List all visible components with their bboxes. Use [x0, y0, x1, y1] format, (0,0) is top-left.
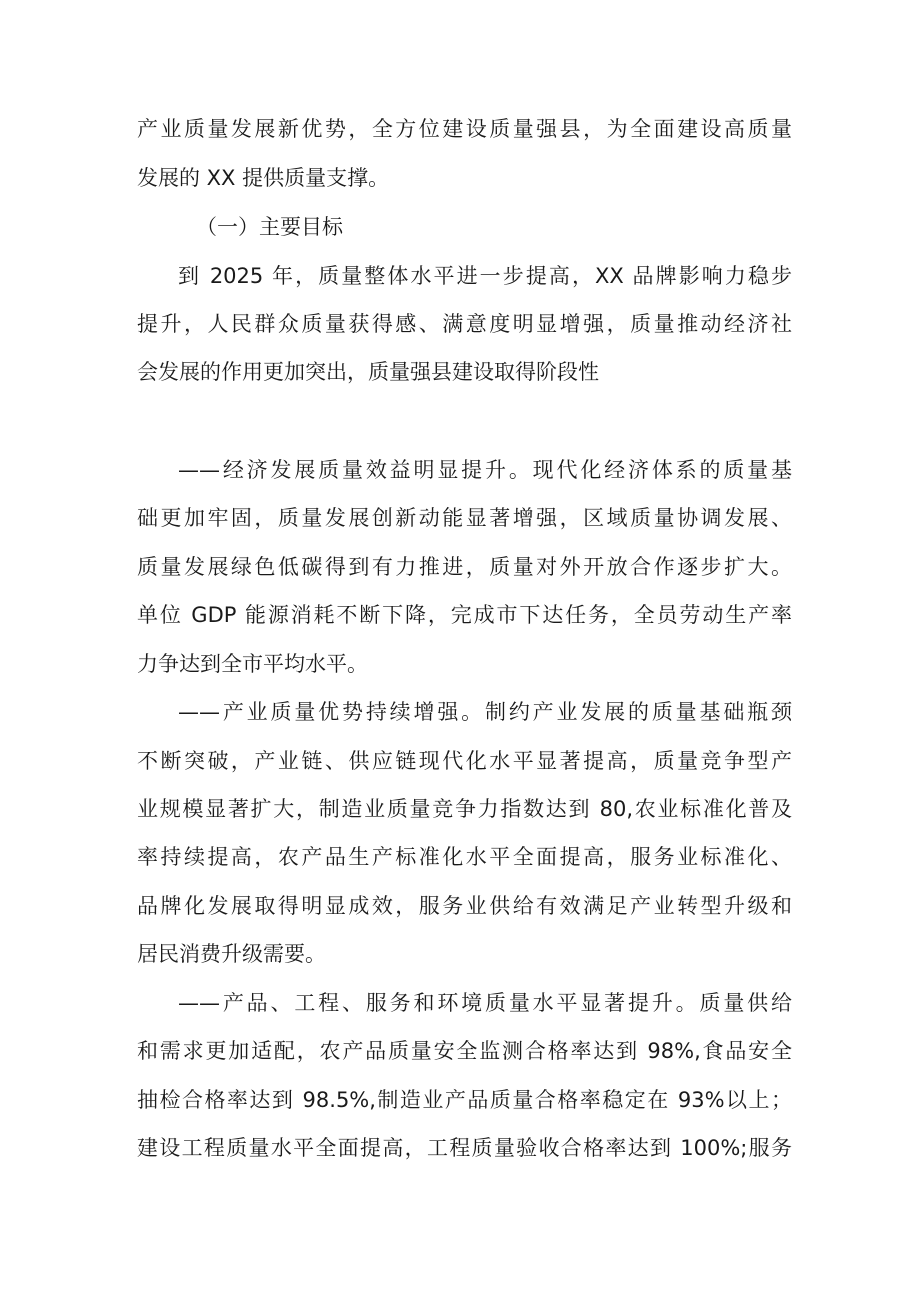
paragraph-line: 发展的 XX 提供质量支撑。 — [137, 166, 390, 190]
paragraph-line: 不断突破，产业链、供应链现代化水平显著提高，质量竞争型产 — [137, 749, 792, 773]
paragraph-line: 率持续提高，农产品生产标准化水平全面提高，服务业标准化、 — [137, 845, 792, 869]
paragraph-line: 抽检合格率达到 98.5%,制造业产品质量合格率稳定在 93%以上； — [137, 1088, 792, 1112]
paragraph-line: ——产业质量优势持续增强。制约产业发展的质量基础瓶颈 — [178, 700, 792, 724]
paragraph-line: 品牌化发展取得明显成效，服务业供给有效满足产业转型升级和 — [137, 894, 792, 918]
paragraph-line: ——经济发展质量效益明显提升。现代化经济体系的质量基 — [178, 458, 792, 482]
paragraph-line: 和需求更加适配，农产品质量安全监测合格率达到 98%,食品安全 — [137, 1039, 792, 1063]
paragraph-line: 会发展的作用更加突出，质量强县建设取得阶段性 — [137, 360, 599, 384]
paragraph-line: 质量发展绿色低碳得到有力推进，质量对外开放合作逐步扩大。 — [137, 555, 792, 579]
paragraph-line: 产业质量发展新优势，全方位建设质量强县，为全面建设高质量 — [137, 117, 792, 141]
paragraph-line: 到 2025 年，质量整体水平进一步提高，XX 品牌影响力稳步 — [178, 264, 792, 288]
paragraph-line: ——产品、工程、服务和环境质量水平显著提升。质量供给 — [178, 991, 792, 1015]
section-heading: （一）主要目标 — [196, 215, 343, 239]
paragraph-line: 础更加牢固，质量发展创新动能显著增强，区域质量协调发展、 — [137, 506, 792, 530]
paragraph-line: 提升，人民群众质量获得感、满意度明显增强，质量推动经济社 — [137, 312, 792, 336]
paragraph-line: 业规模显著扩大，制造业质量竞争力指数达到 80,农业标准化普及 — [137, 797, 792, 821]
paragraph-line: 单位 GDP 能源消耗不断下降，完成市下达任务，全员劳动生产率 — [137, 603, 792, 627]
paragraph-line: 居民消费升级需要。 — [137, 942, 326, 966]
paragraph-line: 建设工程质量水平全面提高，工程质量验收合格率达到 100%;服务 — [137, 1136, 792, 1160]
paragraph-line: 力争达到全市平均水平。 — [137, 652, 368, 676]
